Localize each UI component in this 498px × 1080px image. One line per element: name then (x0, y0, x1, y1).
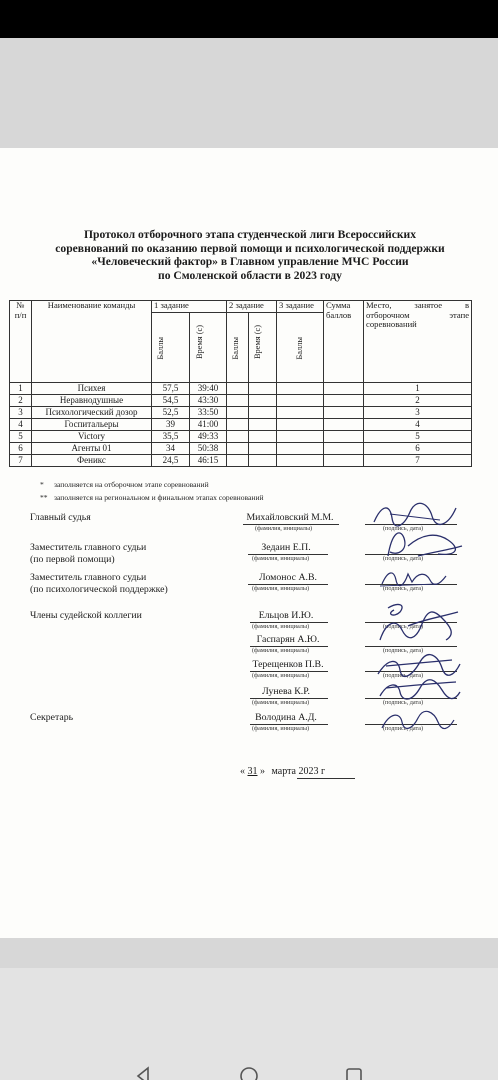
document-date (240, 766, 325, 777)
cell-empty (249, 395, 277, 407)
cell-points: 52,5 (152, 407, 190, 419)
name-hint: (фамилия, инициалы) (252, 725, 310, 732)
cell-time: 50:38 (190, 443, 227, 455)
cell-points: 35,5 (152, 431, 190, 443)
cell-place: 2 (364, 395, 472, 407)
cell-empty (277, 455, 324, 467)
cell-empty (249, 419, 277, 431)
cell-empty (277, 383, 324, 395)
cell-empty (277, 395, 324, 407)
date-underline (297, 778, 355, 779)
viewer-background-bottom (0, 938, 498, 968)
cell-empty (227, 431, 249, 443)
cell-points: 57,5 (152, 383, 190, 395)
cell-empty (324, 383, 364, 395)
header-task3-points: Баллы (295, 337, 305, 360)
cell-place: 7 (364, 455, 472, 467)
header-task3 (277, 301, 324, 383)
cell-empty (227, 407, 249, 419)
cell-empty (227, 395, 249, 407)
date-quote-close: » (260, 766, 265, 777)
footnote (40, 491, 264, 504)
cell-num: 7 (10, 455, 32, 467)
name-hint: (фамилия, инициалы) (252, 623, 310, 630)
footnote-text: заполняется на отборочном этапе соревнований (54, 480, 209, 489)
chief-judge-role: Главный судья (30, 512, 91, 523)
name-hint: (фамилия, инициалы) (252, 585, 310, 592)
recent-apps-icon[interactable] (344, 1066, 364, 1080)
document-page (0, 148, 498, 938)
signature-hint: (подпись, дата) (383, 525, 424, 532)
cell-empty (324, 395, 364, 407)
cell-place: 6 (364, 443, 472, 455)
cell-points: 24,5 (152, 455, 190, 467)
footnotes (40, 478, 264, 504)
deputy-first-aid-role (30, 542, 146, 566)
signature-hint: (подпись, дата) (383, 623, 424, 630)
chief-judge-name: Михайловский М.М. (246, 512, 334, 523)
signature-hint: (подпись, дата) (383, 585, 424, 592)
cell-empty (277, 431, 324, 443)
name-hint: (фамилия, инициалы) (255, 525, 313, 532)
header-task2-time: Время (с) (253, 325, 263, 360)
cell-time: 39:40 (190, 383, 227, 395)
header-team: Наименование команды (32, 301, 152, 383)
cell-num: 5 (10, 431, 32, 443)
header-task2 (227, 301, 277, 383)
cell-place: 4 (364, 419, 472, 431)
cell-place: 3 (364, 407, 472, 419)
cell-empty (324, 443, 364, 455)
deputy-first-aid-role-line: Заместитель главного судьи (30, 542, 147, 553)
cell-empty (324, 419, 364, 431)
table-row (10, 407, 472, 419)
document-title (30, 228, 470, 282)
header-sum: Сумма баллов (324, 301, 364, 383)
cell-empty (227, 419, 249, 431)
date-quote-open: « (240, 766, 245, 777)
panel-member-name: Гаспарян А.Ю. (256, 634, 320, 645)
deputy-first-aid-role-line: (по первой помощи) (30, 554, 115, 565)
header-task1-points: Баллы (156, 337, 165, 360)
cell-team: Психея (32, 383, 152, 395)
cell-empty (324, 431, 364, 443)
results-table (9, 300, 472, 467)
deputy-psych-role-line: (по психологической поддержке) (30, 584, 168, 595)
cell-num: 6 (10, 443, 32, 455)
cell-points: 34 (152, 443, 190, 455)
signature-hint: (подпись, дата) (383, 555, 424, 562)
footnote (40, 478, 264, 491)
status-bar (0, 0, 498, 38)
header-task3-label: 3 задание (279, 300, 314, 310)
table-header-row (10, 301, 472, 383)
cell-points: 39 (152, 419, 190, 431)
cell-time: 41:00 (190, 419, 227, 431)
cell-time: 33:50 (190, 407, 227, 419)
title-line: Протокол отборочного этапа студенческой лиги Всероссийских (83, 228, 416, 241)
cell-num: 2 (10, 395, 32, 407)
cell-team: Феникс (32, 455, 152, 467)
panel-member-name: Лунева К.Р. (262, 686, 310, 697)
footnote-mark: ** (40, 493, 48, 502)
cell-empty (249, 443, 277, 455)
cell-team: Victory (32, 431, 152, 443)
cell-empty (249, 383, 277, 395)
handwritten-signature (378, 566, 448, 588)
cell-num: 3 (10, 407, 32, 419)
viewer-background-top (0, 38, 498, 148)
cell-empty (227, 443, 249, 455)
cell-team: Агенты 01 (32, 443, 152, 455)
navigation-bar (0, 968, 498, 1080)
panel-member-name: Ельцов И.Ю. (258, 610, 314, 621)
cell-num: 4 (10, 419, 32, 431)
cell-empty (249, 455, 277, 467)
cell-empty (324, 407, 364, 419)
header-task1-time: Время (с) (195, 325, 204, 360)
back-icon[interactable] (134, 1066, 154, 1080)
cell-place: 1 (364, 383, 472, 395)
title-line: «Человеческий фактор» в Главном управление МЧС России (91, 255, 409, 269)
cell-team: Госпитальеры (32, 419, 152, 431)
table-row (10, 443, 472, 455)
cell-empty (324, 455, 364, 467)
table-row (10, 395, 472, 407)
secretary-name: Володина А.Д. (255, 712, 317, 723)
cell-points: 54,5 (152, 395, 190, 407)
header-place: Место, занятое в отборочном этапе соревнований (364, 301, 472, 383)
table-row (10, 383, 472, 395)
cell-empty (249, 407, 277, 419)
cell-empty (277, 407, 324, 419)
table-row (10, 455, 472, 467)
cell-place: 5 (364, 431, 472, 443)
handwritten-signature (372, 600, 462, 646)
cell-empty (277, 419, 324, 431)
cell-empty (277, 443, 324, 455)
handwritten-signature (376, 676, 462, 706)
table-row (10, 431, 472, 443)
cell-time: 46:15 (190, 455, 227, 467)
cell-empty (227, 455, 249, 467)
handwritten-signature (376, 708, 456, 734)
title-line: соревнований по оказанию первой помощи и психологической поддержки (55, 241, 445, 255)
name-hint: (фамилия, инициалы) (252, 672, 310, 679)
title-line: по Смоленской области в 2023 году (158, 268, 342, 282)
footnote-text: заполняется на региональном и финальном этапах соревнований (54, 493, 264, 502)
header-num: № п/п (10, 301, 32, 383)
name-hint: (фамилия, инициалы) (252, 555, 310, 562)
cell-time: 43:30 (190, 395, 227, 407)
cell-empty (249, 431, 277, 443)
date-month-year: марта 2023 г (271, 766, 326, 777)
name-hint: (фамилия, инициалы) (252, 699, 310, 706)
deputy-first-aid-name: Зедаин Е.П. (261, 542, 311, 553)
deputy-psych-role-line: Заместитель главного судьи (30, 572, 147, 583)
cell-num: 1 (10, 383, 32, 395)
header-task1-label: 1 задание (154, 300, 189, 310)
signature-hint: (подпись, дата) (383, 647, 424, 654)
signature-hint: (подпись, дата) (383, 699, 424, 706)
cell-team: Неравнодушные (32, 395, 152, 407)
handwritten-signature (378, 526, 463, 562)
secretary-role: Секретарь (30, 712, 74, 723)
cell-time: 49:33 (190, 431, 227, 443)
date-day: 31 (247, 766, 258, 777)
deputy-psych-name: Ломонос А.В. (259, 572, 317, 583)
header-task1 (152, 301, 227, 383)
cell-team: Психологический дозор (32, 407, 152, 419)
home-icon[interactable] (239, 1066, 259, 1080)
panel-member-name: Терещенков П.В. (252, 659, 324, 670)
signature-hint: (подпись, дата) (383, 672, 424, 679)
table-row (10, 419, 472, 431)
signature-hint: (подпись, дата) (383, 725, 424, 732)
name-hint: (фамилия, инициалы) (252, 647, 310, 654)
header-task2-label: 2 задание (229, 300, 264, 310)
deputy-psych-role (30, 572, 168, 596)
header-task2-points: Баллы (231, 337, 241, 360)
judges-panel-role: Члены судейской коллегии (30, 610, 142, 621)
footnote-mark: * (40, 480, 44, 489)
cell-empty (227, 383, 249, 395)
